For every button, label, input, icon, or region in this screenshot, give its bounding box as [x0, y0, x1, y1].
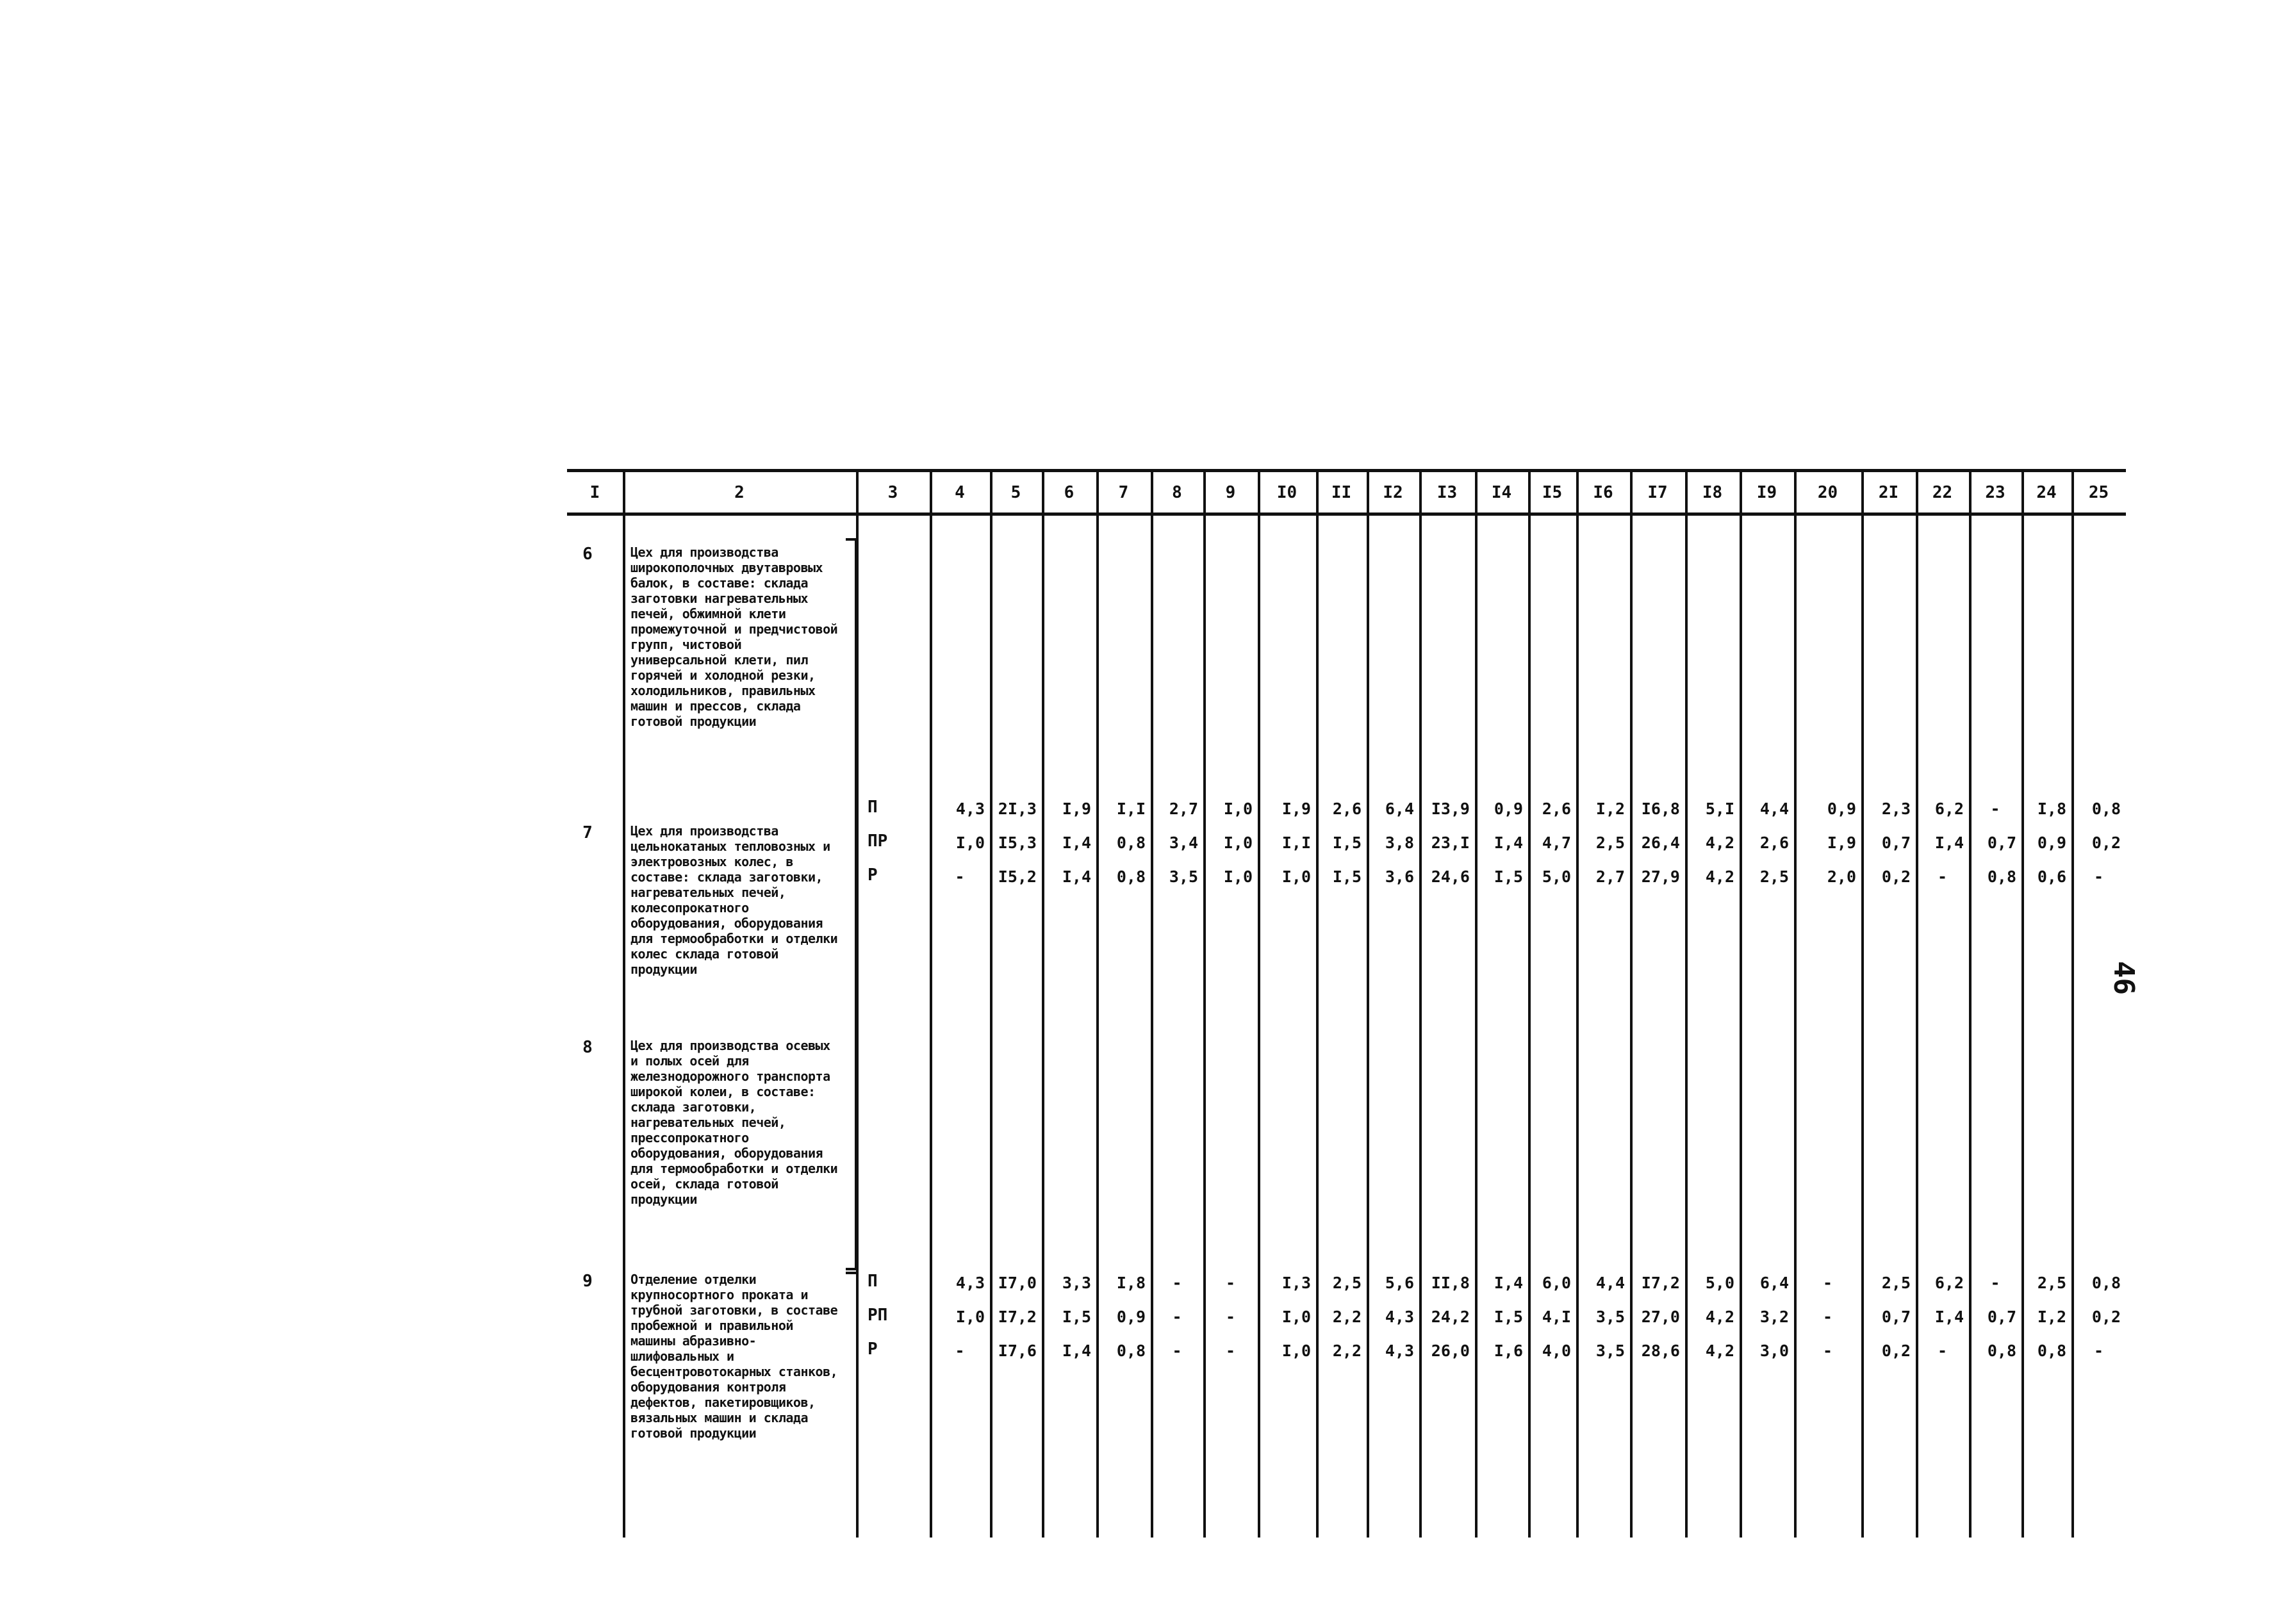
table-cell: I,2 — [1595, 800, 1625, 818]
table-cell: I,4 — [1934, 833, 1964, 852]
table-cell: 5,I — [1705, 800, 1734, 818]
table-cell: - — [1822, 1341, 1833, 1360]
table-cell: 28,6 — [1641, 1341, 1680, 1360]
table-cell: 2,6 — [1332, 800, 1362, 818]
table-cell: I,0 — [955, 833, 985, 852]
column-divider — [1096, 469, 1099, 1538]
table-cell: I,9 — [1827, 833, 1856, 852]
column-header: I2 — [1383, 483, 1403, 502]
table-cell: I7,0 — [998, 1274, 1037, 1292]
table-cell: 4,7 — [1542, 833, 1571, 852]
table-cell: 0,2 — [1881, 1341, 1911, 1360]
table-cell: 3,3 — [1062, 1274, 1091, 1292]
table-cell: 4,3 — [1385, 1341, 1414, 1360]
table-cell: 3,5 — [1595, 1308, 1625, 1326]
row-code: П — [868, 1272, 878, 1291]
column-header: 22 — [1932, 483, 1953, 502]
table-cell: I,9 — [1062, 800, 1091, 818]
table-cell: - — [1225, 1274, 1236, 1292]
table-cell: 4,4 — [1759, 800, 1789, 818]
table-cell: 0,8 — [2091, 800, 2121, 818]
table-cell: 0,8 — [2091, 1274, 2121, 1292]
table-cell: - — [2093, 867, 2104, 886]
table-cell: - — [1990, 1274, 2000, 1292]
table-cell: 4,2 — [1705, 867, 1734, 886]
column-header: 25 — [2088, 483, 2109, 502]
table-cell: 0,9 — [2037, 833, 2066, 852]
table-cell: 3,2 — [1759, 1308, 1789, 1326]
table-cell: I,4 — [1062, 833, 1091, 852]
column-header: I9 — [1756, 483, 1777, 502]
table-cell: 2,5 — [1759, 867, 1789, 886]
table-cell: 6,4 — [1759, 1274, 1789, 1292]
table-cell: 0,8 — [2037, 1341, 2066, 1360]
column-header: I — [589, 483, 600, 502]
table-cell: I,5 — [1332, 867, 1362, 886]
table-cell: I,4 — [1934, 1308, 1964, 1326]
table-cell: 0,6 — [2037, 867, 2066, 886]
table-cell: 0,9 — [1827, 800, 1856, 818]
table-cell: - — [1937, 867, 1948, 886]
table-cell: I,4 — [1062, 867, 1091, 886]
table-cell: I3,9 — [1431, 800, 1470, 818]
table-cell: - — [1172, 1308, 1182, 1326]
column-divider — [2021, 469, 2024, 1538]
table-cell: - — [1822, 1274, 1833, 1292]
row-code: П — [868, 798, 878, 817]
row-number: 9 — [582, 1272, 593, 1291]
table-cell: 0,8 — [1987, 1341, 2016, 1360]
table-cell: 27,0 — [1641, 1308, 1680, 1326]
table-cell: 0,2 — [2091, 1308, 2121, 1326]
table-top-rule — [567, 469, 2126, 472]
column-divider — [1794, 469, 1797, 1538]
table-cell: 2,5 — [1595, 833, 1625, 852]
row-description: Цех для производства широкополочных двутавровых балок, в составе: склада заготовки нагревательных печей, обжимной клети промежуточной и предчистовой групп, чистовой универсальной клети, пил горячей и холодной резки, холодильников, правильных машин и прессов, склада готовой продукции — [630, 545, 838, 729]
table-cell: 5,6 — [1385, 1274, 1414, 1292]
table-cell: 26,0 — [1431, 1341, 1470, 1360]
column-header: 6 — [1064, 483, 1074, 502]
table-cell: I,0 — [1281, 1341, 1311, 1360]
table-cell: I7,2 — [1641, 1274, 1680, 1292]
table-cell: 4,2 — [1705, 1308, 1734, 1326]
row-description: Отделение отделки крупносортного проката и трубной заготовки, в составе пробежной и правильной машины абразивно-шлифовальных и бесцентровотокарных станков, оборудования контроля дефектов, пакетировщиков, вязальных машин и склада готовой продукции — [630, 1272, 838, 1441]
table-cell: I,I — [1281, 833, 1311, 852]
table-cell: 2,2 — [1332, 1341, 1362, 1360]
column-divider — [1316, 469, 1319, 1538]
column-divider — [1367, 469, 1369, 1538]
table-cell: - — [1172, 1341, 1182, 1360]
table-cell: - — [1822, 1308, 1833, 1326]
column-divider — [2071, 469, 2074, 1538]
column-header: 23 — [1985, 483, 2005, 502]
table-cell: 2,5 — [2037, 1274, 2066, 1292]
table-cell: I,0 — [1281, 1308, 1311, 1326]
table-cell: 0,8 — [1987, 867, 2016, 886]
table-cell: 2,2 — [1332, 1308, 1362, 1326]
table-cell: 27,9 — [1641, 867, 1680, 886]
table-cell: I7,6 — [998, 1341, 1037, 1360]
table-cell: 4,I — [1542, 1308, 1571, 1326]
table-cell: 2,7 — [1595, 867, 1625, 886]
column-header: I0 — [1276, 483, 1297, 502]
column-header: 20 — [1817, 483, 1838, 502]
column-divider — [1475, 469, 1478, 1538]
table-cell: 4,3 — [955, 800, 985, 818]
table-cell: 2,0 — [1827, 867, 1856, 886]
table-cell: I,5 — [1332, 833, 1362, 852]
table-cell: 6,0 — [1542, 1274, 1571, 1292]
row-code: Р — [868, 865, 878, 885]
table-cell: I,8 — [1116, 1274, 1146, 1292]
column-divider — [1258, 469, 1260, 1538]
table-cell: I,I — [1116, 800, 1146, 818]
column-header: 5 — [1010, 483, 1021, 502]
column-divider — [1151, 469, 1153, 1538]
column-header: 9 — [1225, 483, 1236, 502]
table-cell: I6,8 — [1641, 800, 1680, 818]
table-cell: 4,0 — [1542, 1341, 1571, 1360]
table-cell: 3,5 — [1169, 867, 1198, 886]
table-cell: - — [1937, 1341, 1948, 1360]
table-cell: 26,4 — [1641, 833, 1680, 852]
page-number: 46 — [2107, 961, 2140, 995]
table-cell: I,2 — [2037, 1308, 2066, 1326]
table-cell: 2,6 — [1542, 800, 1571, 818]
table-header-rule — [567, 513, 2126, 516]
table-cell: 6,2 — [1934, 1274, 1964, 1292]
table-cell: I7,2 — [998, 1308, 1037, 1326]
table-cell: 0,7 — [1987, 833, 2016, 852]
column-header: 3 — [887, 483, 898, 502]
table-cell: 3,6 — [1385, 867, 1414, 886]
table-cell: 4,3 — [955, 1274, 985, 1292]
group-bracket — [846, 1272, 857, 1274]
table-cell: 2I,3 — [998, 800, 1037, 818]
table-cell: 6,4 — [1385, 800, 1414, 818]
table-cell: I,6 — [1494, 1341, 1523, 1360]
table-cell: I,4 — [1062, 1341, 1091, 1360]
column-divider — [1685, 469, 1688, 1538]
table-cell: 3,8 — [1385, 833, 1414, 852]
table-cell: I,4 — [1494, 1274, 1523, 1292]
column-header: I5 — [1542, 483, 1563, 502]
column-divider — [1630, 469, 1633, 1538]
table-cell: 2,7 — [1169, 800, 1198, 818]
row-number: 8 — [582, 1038, 593, 1057]
table-cell: 0,7 — [1987, 1308, 2016, 1326]
table-cell: - — [955, 867, 965, 886]
table-cell: 0,9 — [1116, 1308, 1146, 1326]
row-number: 7 — [582, 823, 593, 842]
column-header: I3 — [1436, 483, 1458, 502]
table-cell: 4,3 — [1385, 1308, 1414, 1326]
table-cell: I,8 — [2037, 800, 2066, 818]
table-cell: 0,9 — [1494, 800, 1523, 818]
table-cell: - — [955, 1341, 965, 1360]
column-divider — [1916, 469, 1918, 1538]
column-header: I4 — [1491, 483, 1512, 502]
table-cell: 5,0 — [1542, 867, 1571, 886]
row-number: 6 — [582, 545, 593, 564]
table-cell: 0,2 — [1881, 867, 1911, 886]
table-cell: I,0 — [1281, 867, 1311, 886]
table-cell: 0,7 — [1881, 1308, 1911, 1326]
table-cell: 23,I — [1431, 833, 1470, 852]
table-cell: I,0 — [1223, 800, 1253, 818]
row-description: Цех для производства цельнокатаных тепловозных и электровозных колес, в составе: склада заготовки, нагревательных печей, колесопрокатного оборудования, оборудования для термообработки и отделки колес склада готовой продукции — [630, 823, 838, 977]
table-cell: I,5 — [1494, 1308, 1523, 1326]
column-header: 2I — [1878, 483, 1899, 502]
column-header: 24 — [2036, 483, 2057, 502]
table-cell: - — [1990, 800, 2000, 818]
table-cell: 2,5 — [1332, 1274, 1362, 1292]
column-divider — [1969, 469, 1972, 1538]
table-cell: 5,0 — [1705, 1274, 1734, 1292]
table-cell: 0,8 — [1116, 1341, 1146, 1360]
column-header: 2 — [734, 483, 745, 502]
table-cell: 4,2 — [1705, 1341, 1734, 1360]
table-cell: 3,4 — [1169, 833, 1198, 852]
table-cell: I,0 — [1223, 833, 1253, 852]
table-cell: 24,6 — [1431, 867, 1470, 886]
table-cell: 2,5 — [1881, 1274, 1911, 1292]
table-cell: - — [1172, 1274, 1182, 1292]
table-cell: II,8 — [1431, 1274, 1470, 1292]
table-cell: I,0 — [955, 1308, 985, 1326]
table-cell: I,3 — [1281, 1274, 1311, 1292]
column-divider — [1861, 469, 1864, 1538]
column-divider — [1042, 469, 1044, 1538]
table-cell: 6,2 — [1934, 800, 1964, 818]
table-cell: I5,2 — [998, 867, 1037, 886]
table-cell: 3,5 — [1595, 1341, 1625, 1360]
column-divider — [1419, 469, 1422, 1538]
table-cell: 4,2 — [1705, 833, 1734, 852]
column-header: 4 — [955, 483, 965, 502]
table-cell: I,0 — [1223, 867, 1253, 886]
row-code: Р — [868, 1340, 878, 1359]
table-cell: 4,4 — [1595, 1274, 1625, 1292]
table-cell: 2,3 — [1881, 800, 1911, 818]
table-cell: 24,2 — [1431, 1308, 1470, 1326]
column-divider — [1740, 469, 1742, 1538]
column-header: II — [1331, 483, 1352, 502]
column-header: 8 — [1172, 483, 1182, 502]
group-bracket — [846, 538, 857, 1270]
row-description: Цех для производства осевых и полых осей для железнодорожного транспорта широкой колеи, в составе: склада заготовки, нагревательных печей, прессопрокатного оборудования, оборудования для термообработки и отделки осей, склада готовой продукции — [630, 1038, 838, 1207]
table-cell: 2,6 — [1759, 833, 1789, 852]
column-divider — [1576, 469, 1579, 1538]
table-cell: I,4 — [1494, 833, 1523, 852]
column-divider — [1528, 469, 1531, 1538]
column-header: 7 — [1118, 483, 1129, 502]
table-cell: I5,3 — [998, 833, 1037, 852]
row-code: РП — [868, 1306, 888, 1325]
table-cell: - — [1225, 1308, 1236, 1326]
table-cell: I,9 — [1281, 800, 1311, 818]
column-header: I8 — [1702, 483, 1723, 502]
column-divider — [623, 469, 625, 1538]
row-code: ПР — [868, 832, 888, 851]
column-header: I7 — [1647, 483, 1668, 502]
table-cell: I,5 — [1062, 1308, 1091, 1326]
column-divider — [990, 469, 992, 1538]
column-header: I6 — [1593, 483, 1613, 502]
table-cell: - — [2093, 1341, 2104, 1360]
table-cell: 0,7 — [1881, 833, 1911, 852]
column-divider — [1203, 469, 1206, 1538]
table-cell: 0,8 — [1116, 867, 1146, 886]
table-cell: 0,8 — [1116, 833, 1146, 852]
table-cell: 3,0 — [1759, 1341, 1789, 1360]
table-cell: - — [1225, 1341, 1236, 1360]
table-cell: 0,2 — [2091, 833, 2121, 852]
table-cell: I,5 — [1494, 867, 1523, 886]
column-divider — [930, 469, 932, 1538]
